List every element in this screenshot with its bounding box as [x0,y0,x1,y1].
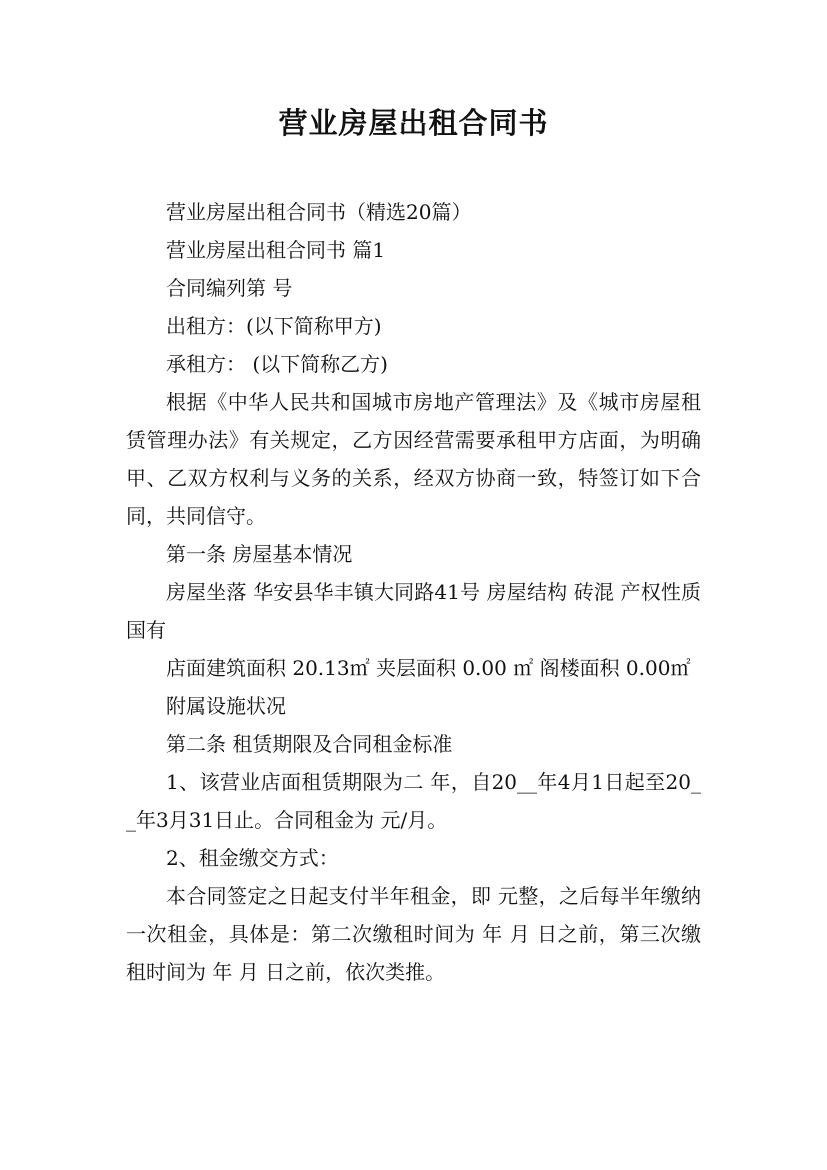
document-title: 营业房屋出租合同书 [278,106,549,140]
facilities-paragraph: 附属设施状况 [166,694,286,718]
lessor-paragraph: 出租方：(以下简称甲方) [166,314,382,338]
payment-schedule-paragraph: 本合同签定之日起支付半年租金，即 元整，之后每半年缴纳一次租金，具体是：第二次缴租时间为 年 月 日之前，第三次缴租时间为 年 月 日之前，依次类推。 [126,884,701,984]
lease-term-paragraph: 1、该营业店面租赁期限为二 年，自20__年4月1日起至20__年3月31日止。合同租金为 元/月。 [126,770,701,832]
document-body [126,193,701,991]
lessee-paragraph: 承租方： (以下简称乙方) [166,352,388,376]
subtitle-paragraph: 营业房屋出租合同书（精选20篇） [166,200,472,224]
property-area-paragraph: 店面建筑面积 20.13㎡ 夹层面积 0.00 ㎡ 阁楼面积 0.00㎡ [166,656,691,680]
legal-basis-paragraph: 根据《中华人民共和国城市房地产管理法》及《城市房屋租赁管理办法》有关规定，乙方因经营需要承租甲方店面，为明确甲、乙双方权利与义务的关系，经双方协商一致，特签订如下合同，共同信守。 [126,390,701,528]
article-two-heading: 第二条 租赁期限及合同租金标准 [166,732,453,756]
payment-method-paragraph: 2、租金缴交方式： [166,846,339,870]
article-one-heading: 第一条 房屋基本情况 [166,542,353,566]
section-heading-paragraph: 营业房屋出租合同书 篇1 [166,238,386,262]
property-location-paragraph: 房屋坐落 华安县华丰镇大同路41号 房屋结构 砖混 产权性质 国有 [126,580,701,642]
contract-number-paragraph: 合同编列第 号 [166,276,293,300]
